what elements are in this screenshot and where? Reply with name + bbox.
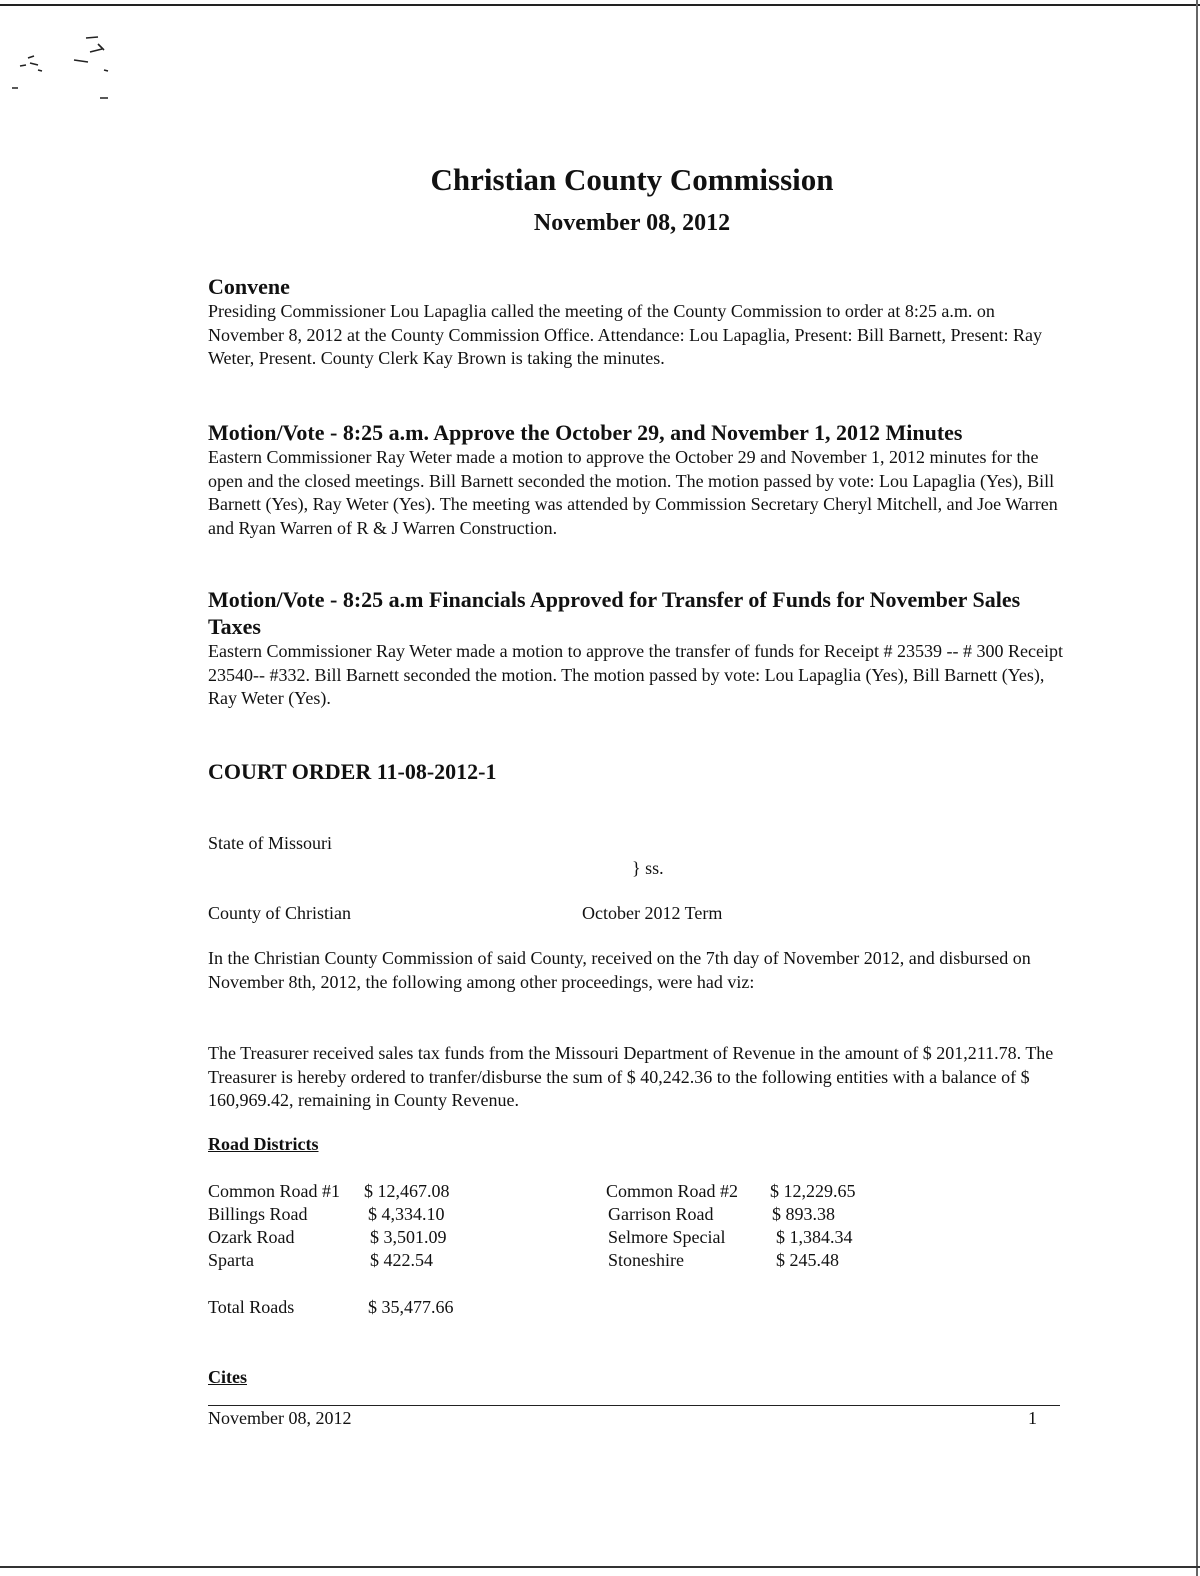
road-name: Ozark Road	[208, 1227, 295, 1247]
court-order-county: County of Christian	[208, 903, 351, 923]
road-amount: $ 245.48	[776, 1250, 839, 1270]
page-bottom-rule	[0, 1566, 1200, 1568]
footer-date: November 08, 2012	[208, 1408, 352, 1428]
road-name: Sparta	[208, 1250, 254, 1270]
road-districts-heading: Road Districts	[208, 1134, 319, 1154]
road-amount: $ 1,384.34	[776, 1227, 853, 1247]
cites-heading: Cites	[208, 1367, 247, 1387]
road-name: Selmore Special	[608, 1227, 726, 1247]
court-order-intro-wrap	[208, 947, 1068, 994]
road-amount: $ 12,467.08	[364, 1181, 450, 1201]
court-order-heading: COURT ORDER 11-08-2012-1	[208, 759, 497, 784]
court-order-intro: In the Christian County Commission of said County, received on the 7th day of November 2012, and disbursed on November 8th, 2012, the following among other proceedings, were had viz:	[208, 948, 1031, 992]
road-amount: $ 3,501.09	[370, 1227, 447, 1247]
motion2-section	[208, 586, 1068, 711]
motion1-body: Eastern Commissioner Ray Weter made a motion to approve the October 29 and November 1, 2012 minutes for the open and the closed meetings. Bill Barnett seconded the motion. The motion passed by vote: Lou Lapaglia (Yes), Bill Barnett (Yes), Ray Weter (Yes). The meeting was attended by Commission Secretary Cheryl Mitchell, and Joe Warren and Ryan Warren of R & J Warren Construction.	[208, 447, 1058, 538]
document-date: November 08, 2012	[533, 210, 731, 236]
total-roads-amount: $ 35,477.66	[368, 1297, 454, 1317]
road-amount: $ 12,229.65	[770, 1181, 856, 1201]
road-name: Stoneshire	[608, 1250, 684, 1270]
document-title: Christian County Commission	[430, 162, 834, 197]
court-order-heading-wrap	[208, 758, 1068, 785]
convene-section	[208, 273, 1068, 371]
road-amount: $ 422.54	[370, 1250, 433, 1270]
court-order-state: State of Missouri	[208, 833, 332, 853]
road-name: Garrison Road	[608, 1204, 714, 1224]
convene-heading: Convene	[208, 274, 290, 299]
motion1-section	[208, 419, 1068, 540]
motion2-heading: Motion/Vote - 8:25 a.m Financials Approved for Transfer of Funds for November Sales Taxes	[208, 587, 1021, 639]
court-order-term: October 2012 Term	[582, 903, 723, 923]
road-amount: $ 893.38	[772, 1204, 835, 1224]
road-name: Common Road #1	[208, 1181, 341, 1201]
convene-body: Presiding Commissioner Lou Lapaglia called the meeting of the County Commission to order at 8:25 a.m. on November 8, 2012 at the County Commission Office. Attendance: Lou Lapaglia, Present: Bill Barnett, Present: Ray Weter, Present. County Clerk Kay Brown is taking the minutes.	[208, 301, 1043, 368]
treasurer-wrap	[208, 1042, 1068, 1113]
total-roads-label: Total Roads	[208, 1297, 295, 1317]
road-name: Common Road #2	[606, 1181, 739, 1201]
road-amount: $ 4,334.10	[368, 1204, 445, 1224]
motion1-heading: Motion/Vote - 8:25 a.m. Approve the October 29, and November 1, 2012 Minutes	[208, 420, 963, 445]
treasurer-paragraph: The Treasurer received sales tax funds from the Missouri Department of Revenue in the amount of $ 201,211.78. The Treasurer is hereby ordered to tranfer/disburse the sum of $ 40,242.36 to the following entities with a balance of $ 160,969.42, remaining in County Revenue.	[208, 1043, 1054, 1110]
road-name: Billings Road	[208, 1204, 308, 1224]
motion2-body: Eastern Commissioner Ray Weter made a motion to approve the transfer of funds for Receipt # 23539 -- # 300 Receipt 23540-- #332. Bill Barnett seconded the motion. The motion passed by vote: Lou Lapaglia (Yes), Bill Barnett (Yes), Ray Weter (Yes).	[208, 641, 1063, 708]
page-top-rule	[0, 4, 1200, 6]
scan-artifact-marks	[8, 30, 128, 110]
court-order-ss: } ss.	[632, 858, 664, 878]
footer-page-number: 1	[1028, 1408, 1037, 1428]
footer-rule	[208, 1405, 1060, 1406]
